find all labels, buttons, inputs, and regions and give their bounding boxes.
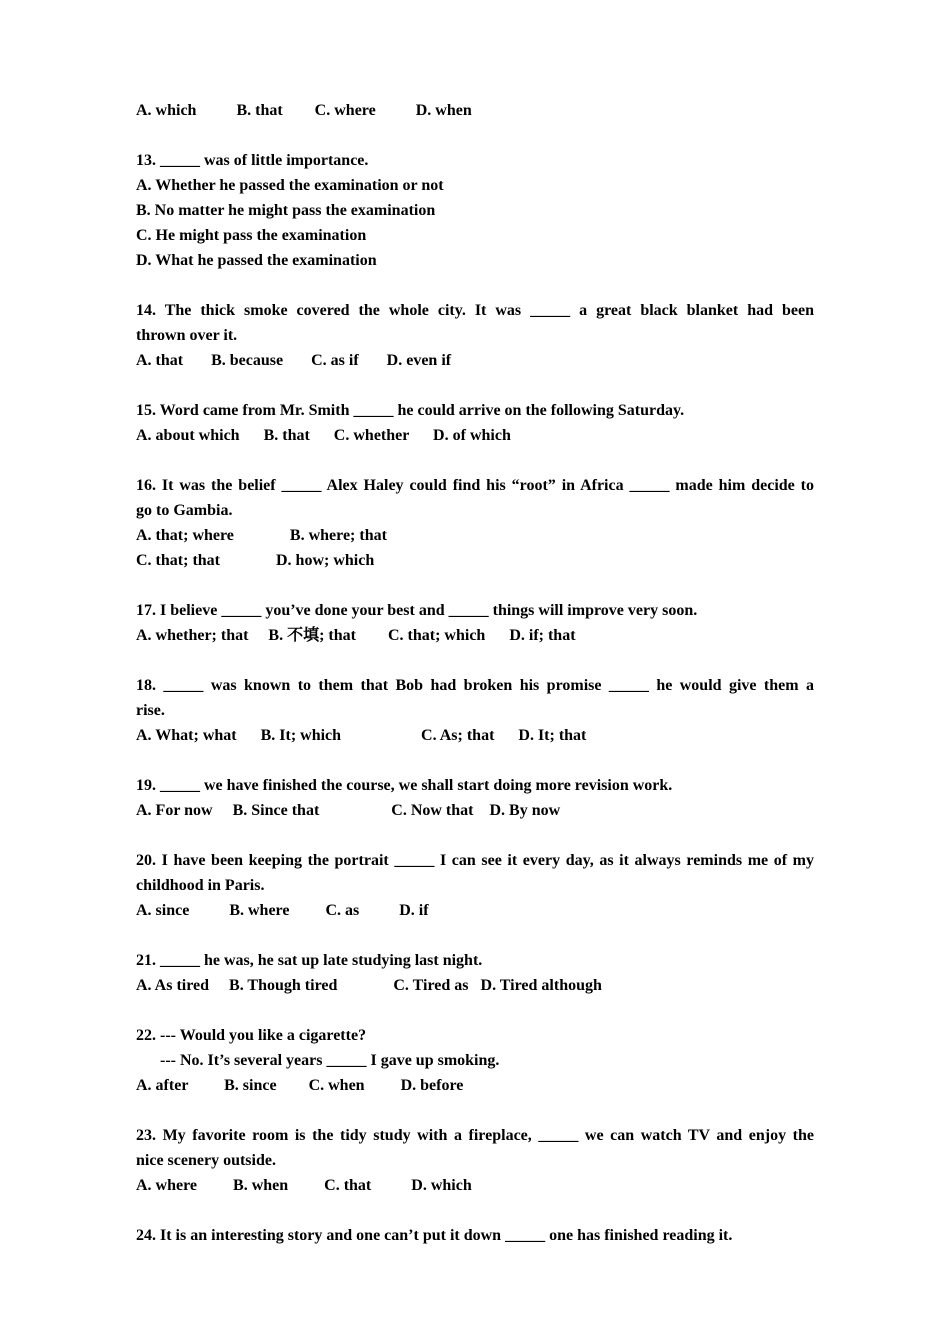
answer-options: A. about which B. that C. whether D. of which (136, 427, 511, 444)
blank-spacer (136, 648, 814, 673)
document-page (136, 98, 814, 1248)
question-text: 15. Word came from Mr. Smith _____ he could arrive on the following Saturday. (136, 402, 685, 419)
question-text: 13. _____ was of little importance. (136, 152, 369, 169)
answer-options: A. which B. that C. where D. when (136, 102, 472, 119)
answer-options: B. No matter he might pass the examination (136, 202, 436, 219)
answer-options: A. Whether he passed the examination or not (136, 177, 444, 194)
blank-spacer (136, 998, 814, 1023)
blank-spacer (136, 823, 814, 848)
blank-spacer (136, 748, 814, 773)
text-line: childhood in Paris. (136, 877, 265, 894)
answer-options: A. What; what B. It; which C. As; that D. It; that (136, 727, 587, 744)
question-text: 21. _____ he was, he sat up late studying last night. (136, 952, 483, 969)
blank-spacer (136, 1198, 814, 1223)
blank-spacer (136, 573, 814, 598)
answer-options: C. He might pass the examination (136, 227, 367, 244)
question-list (136, 98, 814, 1248)
question-text: 24. It is an interesting story and one can’t put it down _____ one has finished reading it. (136, 1227, 733, 1244)
blank-spacer (136, 273, 814, 298)
answer-options: A. For now B. Since that C. Now that D. By now (136, 802, 561, 819)
question-text: 18. _____ was known to them that Bob had broken his promise _____ he would give them a (136, 677, 814, 694)
text-line: nice scenery outside. (136, 1152, 276, 1169)
blank-spacer (136, 123, 814, 148)
text-line: thrown over it. (136, 327, 238, 344)
question-text: 20. I have been keeping the portrait _____ I can see it every day, as it always reminds me of my (136, 852, 814, 869)
answer-options: A. where B. when C. that D. which (136, 1177, 472, 1194)
question-text: 19. _____ we have finished the course, we shall start doing more revision work. (136, 777, 673, 794)
answer-options: D. What he passed the examination (136, 252, 377, 269)
text-line: go to Gambia. (136, 502, 233, 519)
answer-options: A. since B. where C. as D. if (136, 902, 429, 919)
text-line: --- No. It’s several years _____ I gave up smoking. (160, 1052, 500, 1069)
blank-spacer (136, 448, 814, 473)
answer-options: A. As tired B. Though tired C. Tired as D. Tired although (136, 977, 602, 994)
answer-options: A. whether; that B. 不填; that C. that; which D. if; that (136, 627, 576, 644)
question-text: 22. --- Would you like a cigarette? (136, 1027, 367, 1044)
answer-options: C. that; that D. how; which (136, 552, 375, 569)
answer-options: A. that B. because C. as if D. even if (136, 352, 452, 369)
answer-options: A. after B. since C. when D. before (136, 1077, 464, 1094)
text-line: rise. (136, 702, 165, 719)
question-text: 17. I believe _____ you’ve done your best and _____ things will improve very soon. (136, 602, 698, 619)
question-text: 23. My favorite room is the tidy study with a fireplace, _____ we can watch TV and enjoy the (136, 1127, 814, 1144)
question-text: 14. The thick smoke covered the whole city. It was _____ a great black blanket had been (136, 302, 814, 319)
blank-spacer (136, 373, 814, 398)
blank-spacer (136, 1098, 814, 1123)
answer-options: A. that; where B. where; that (136, 527, 387, 544)
blank-spacer (136, 923, 814, 948)
question-text: 16. It was the belief _____ Alex Haley could find his “root” in Africa _____ made him decide to (136, 477, 814, 494)
